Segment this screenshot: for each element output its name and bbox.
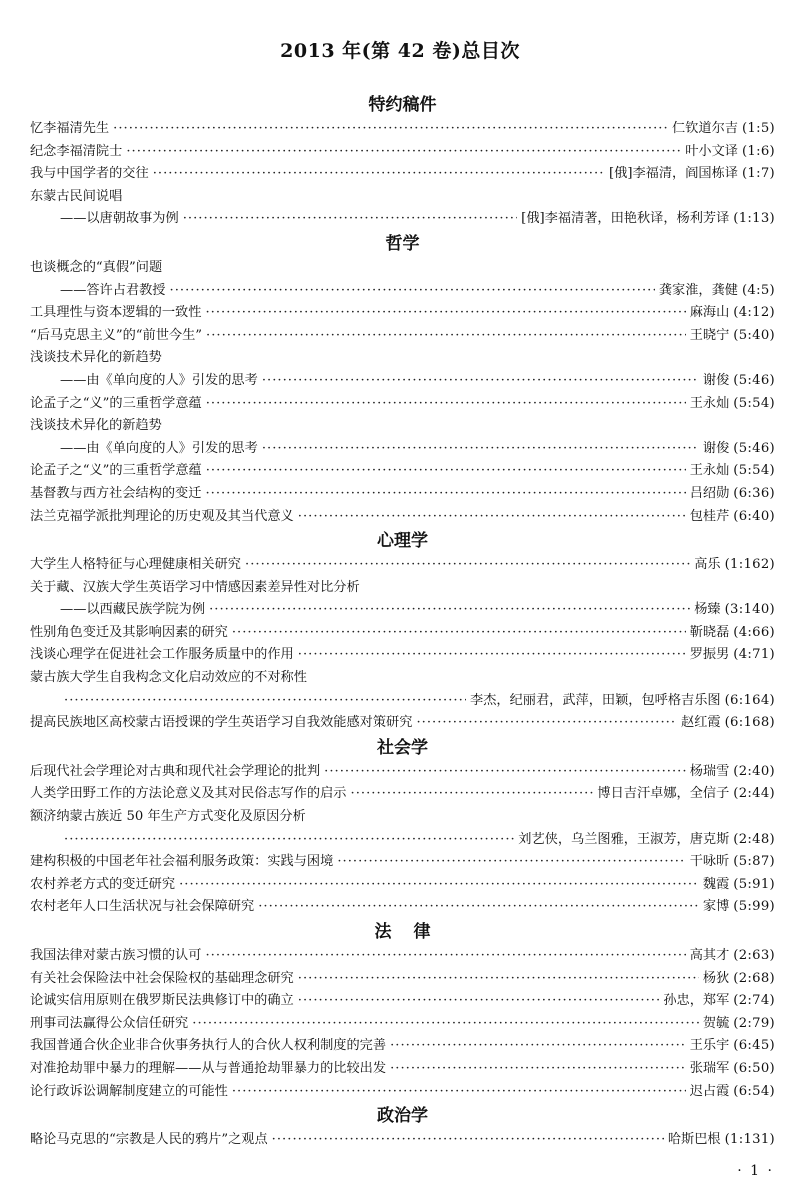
entry-title: 东蒙古民间说唱 xyxy=(30,188,123,204)
entry-issue-page: (1:162) xyxy=(724,557,775,573)
entry-issue-page: (2:48) xyxy=(733,831,775,847)
entry-author: 王晓宁 xyxy=(689,327,730,343)
entry-issue-page: (5:46) xyxy=(733,440,775,456)
toc-entry xyxy=(30,141,775,164)
toc-subtitle-row xyxy=(30,370,775,393)
entry-issue-page: (1:6) xyxy=(741,143,775,159)
toc-entry xyxy=(30,1058,775,1081)
dot-leader xyxy=(232,1081,686,1104)
toc-entry xyxy=(30,1129,775,1152)
section-heading: 社会学 xyxy=(377,737,428,758)
entry-title: ——以西藏民族学院为例 xyxy=(60,602,206,618)
entry-issue-page: (4:5) xyxy=(741,282,775,298)
entry-author: 叶小文译 xyxy=(685,143,738,159)
section-heading: 政治学 xyxy=(377,1106,428,1127)
dot-leader xyxy=(272,1129,664,1152)
dot-leader xyxy=(390,1058,686,1081)
entry-title: 建构积极的中国老年社会福利服务政策：实践与困境 xyxy=(30,854,334,870)
dot-leader xyxy=(298,644,686,667)
entry-author: 干咏昕 xyxy=(689,854,730,870)
toc-entry xyxy=(30,874,775,897)
toc-entry xyxy=(30,302,775,325)
entry-author: 高其才 xyxy=(689,948,730,963)
dot-leader xyxy=(337,851,685,874)
document-title: 2013 年(第 42 卷)总目次 xyxy=(280,40,520,62)
toc-entry xyxy=(30,163,775,186)
toc-entry xyxy=(30,806,775,829)
toc-entry xyxy=(30,622,775,645)
entry-author: 李杰，纪丽君，武萍，田颖，包呼格吉乐图 xyxy=(470,692,721,708)
entry-title: 法兰克福学派批判理论的历史观及其当代意义 xyxy=(30,508,294,524)
dot-leader xyxy=(262,438,699,461)
toc-entry xyxy=(30,325,775,348)
entry-author: 迟占霞 xyxy=(689,1083,730,1099)
entry-author: 谢俊 xyxy=(702,372,730,388)
dot-leader xyxy=(206,460,686,483)
entry-author: [俄]李福清著，田艳秋译，杨利芳译 xyxy=(521,211,730,227)
entry-issue-page: (6:54) xyxy=(733,1083,775,1099)
entry-author: 哈斯巴根 xyxy=(667,1132,721,1148)
entry-title: 也谈概念的“真假”问题 xyxy=(30,259,163,275)
entry-author: 罗振男 xyxy=(689,647,730,663)
toc-subtitle-row xyxy=(30,599,775,622)
dot-leader xyxy=(170,280,655,303)
entry-issue-page: (6:50) xyxy=(733,1060,775,1076)
entry-title: 有关社会保险法中社会保险权的基础理念研究 xyxy=(30,970,294,986)
entry-issue-page: (5:99) xyxy=(733,899,775,915)
entry-title: 论孟子之“义”的三重哲学意蕴 xyxy=(30,463,202,479)
entry-title: 浅谈技术异化的新趋势 xyxy=(30,418,162,434)
dot-leader xyxy=(324,761,686,784)
entry-issue-page: (5:40) xyxy=(733,327,775,343)
entry-issue-page: (6:168) xyxy=(724,715,775,731)
entry-author: 贺毓 xyxy=(702,1015,730,1031)
entry-issue-page: (1:7) xyxy=(741,166,775,182)
entry-issue-page: (2:63) xyxy=(733,948,775,963)
entry-author: 杨狄 xyxy=(702,970,730,986)
entry-title: ——由《单向度的人》引发的思考 xyxy=(60,372,258,388)
toc-entry xyxy=(30,460,775,483)
dot-leader xyxy=(262,370,699,393)
entry-author: 孙忠，郑军 xyxy=(663,993,730,1009)
entry-title: 额济纳蒙古族近 50 年生产方式变化及原因分析 xyxy=(30,809,306,825)
entry-title: 刑事司法赢得公众信任研究 xyxy=(30,1015,189,1031)
entry-title: 性别角色变迁及其影响因素的研究 xyxy=(30,624,228,640)
entry-title: 论孟子之“义”的三重哲学意蕴 xyxy=(30,395,202,411)
toc-subtitle-row xyxy=(30,280,775,303)
dot-leader xyxy=(206,325,686,348)
entry-title: 浅谈心理学在促进社会工作服务质量中的作用 xyxy=(30,647,294,663)
entry-title: 提高民族地区高校蒙古语授课的学生英语学习自我效能感对策研究 xyxy=(30,715,413,731)
entry-issue-page: (4:71) xyxy=(733,647,775,663)
section-heading: 心理学 xyxy=(377,531,428,552)
entry-issue-page: (5:87) xyxy=(733,854,775,870)
entry-issue-page: (5:54) xyxy=(733,395,775,411)
dot-leader xyxy=(298,506,686,529)
dot-leader xyxy=(205,483,685,506)
entry-title: 我与中国学者的交往 xyxy=(30,166,149,182)
toc-entry xyxy=(30,483,775,506)
toc-entry xyxy=(30,257,775,280)
dot-leader xyxy=(298,990,660,1013)
entry-title: 农村养老方式的变迁研究 xyxy=(30,876,176,892)
toc-subtitle-row xyxy=(30,438,775,461)
entry-author: [俄]李福清，阎国栋译 xyxy=(609,166,738,182)
entry-title: 浅谈技术异化的新趋势 xyxy=(30,350,162,366)
entry-author: 家博 xyxy=(702,899,730,915)
entry-issue-page: (6:164) xyxy=(724,692,775,708)
entry-title: 纪念李福清院士 xyxy=(30,143,123,159)
entry-title: 农村老年人口生活状况与社会保障研究 xyxy=(30,899,255,915)
toc-entry xyxy=(30,415,775,438)
toc-entry xyxy=(30,1081,775,1104)
dot-leader xyxy=(183,208,517,231)
entry-author: 赵红霞 xyxy=(681,715,721,731)
entry-title: 关于藏、汉族大学生英语学习中情感因素差异性对比分析 xyxy=(30,579,360,595)
toc-entry xyxy=(30,761,775,784)
dot-leader xyxy=(351,783,594,806)
entry-title: 后现代社会学理论对古典和现代社会学理论的批判 xyxy=(30,763,321,779)
entry-issue-page: (4:12) xyxy=(733,305,775,321)
toc-subtitle-row xyxy=(30,829,775,852)
entry-title: ——由《单向度的人》引发的思考 xyxy=(60,440,258,456)
entry-issue-page: (5:54) xyxy=(733,463,775,479)
dot-leader xyxy=(64,690,466,713)
entry-author: 吕绍勋 xyxy=(689,485,730,501)
dot-leader xyxy=(206,393,686,416)
toc-entry xyxy=(30,393,775,416)
dot-leader xyxy=(113,118,668,141)
toc-subtitle-row xyxy=(30,690,775,713)
entry-title: 略论马克思的“宗教是人民的鸦片”之观点 xyxy=(30,1132,268,1148)
toc-entry xyxy=(30,851,775,874)
entry-issue-page: (2:40) xyxy=(733,763,775,779)
toc-entry xyxy=(30,945,775,968)
entry-issue-page: (6:36) xyxy=(733,485,775,501)
entry-title: 蒙古族大学生自我构念文化启动效应的不对称性 xyxy=(30,670,307,686)
entry-author: 靳晓磊 xyxy=(689,624,730,640)
entry-title: 论行政诉讼调解制度建立的可能性 xyxy=(30,1083,228,1099)
toc-entry xyxy=(30,644,775,667)
dot-leader xyxy=(153,163,605,186)
entry-issue-page: (1:131) xyxy=(724,1132,775,1148)
dot-leader xyxy=(245,554,690,577)
dot-leader xyxy=(390,1035,686,1058)
toc-entry xyxy=(30,577,775,600)
toc-entry xyxy=(30,554,775,577)
toc-entry xyxy=(30,347,775,370)
entry-title: ——答许占君教授 xyxy=(60,282,166,298)
dot-leader xyxy=(416,712,677,735)
toc-entry xyxy=(30,667,775,690)
entry-author: 博日吉汗卓娜，全信子 xyxy=(597,786,730,802)
entry-author: 王永灿 xyxy=(689,395,730,411)
entry-title: 大学生人格特征与心理健康相关研究 xyxy=(30,557,241,573)
entry-issue-page: (3:140) xyxy=(724,602,775,618)
entry-issue-page: (2:79) xyxy=(733,1015,775,1031)
entry-issue-page: (1:5) xyxy=(741,121,775,136)
dot-leader xyxy=(192,1013,699,1036)
entry-author: 王乐宇 xyxy=(689,1038,730,1054)
entry-issue-page: (1:13) xyxy=(733,211,775,227)
toc-entry xyxy=(30,1013,775,1036)
section-heading: 特约稿件 xyxy=(368,95,437,115)
entry-author: 包桂芹 xyxy=(689,508,730,524)
entry-title: 我国普通合伙企业非合伙事务执行人的合伙人权利制度的完善 xyxy=(30,1038,387,1054)
entry-author: 龚家淮，龚健 xyxy=(658,282,738,298)
entry-title: ——以唐朝故事为例 xyxy=(60,211,179,227)
entry-author: 王永灿 xyxy=(689,463,730,479)
toc-entry xyxy=(30,186,775,209)
toc-entry xyxy=(30,968,775,991)
entry-title: 人类学田野工作的方法论意义及其对民俗志写作的启示 xyxy=(30,786,347,802)
entry-issue-page: (6:45) xyxy=(733,1038,775,1054)
dot-leader xyxy=(205,302,685,325)
toc-entry xyxy=(30,118,775,141)
entry-author: 杨瑞雪 xyxy=(689,763,730,779)
toc-entry xyxy=(30,783,775,806)
section-heading: 法律 xyxy=(374,922,453,942)
toc-entry xyxy=(30,990,775,1013)
section-heading: 哲学 xyxy=(385,233,420,254)
dot-leader xyxy=(179,874,699,897)
toc-entry xyxy=(30,896,775,919)
entry-title: 我国法律对蒙古族习惯的认可 xyxy=(30,948,202,963)
dot-leader xyxy=(232,622,686,645)
toc-entry xyxy=(30,506,775,529)
entry-issue-page: (5:91) xyxy=(733,876,775,892)
dot-leader xyxy=(126,141,681,164)
entry-title: 忆李福清先生 xyxy=(30,121,110,136)
entry-issue-page: (2:68) xyxy=(733,970,775,986)
toc-subtitle-row xyxy=(30,208,775,231)
table-of-contents xyxy=(30,92,775,1152)
entry-author: 魏霞 xyxy=(702,876,730,892)
entry-issue-page: (2:44) xyxy=(733,786,775,802)
entry-author: 高乐 xyxy=(694,557,721,573)
entry-author: 张瑞军 xyxy=(689,1060,730,1076)
entry-title: 基督教与西方社会结构的变迁 xyxy=(30,485,202,501)
entry-author: 杨臻 xyxy=(694,602,721,618)
dot-leader xyxy=(64,829,514,852)
entry-author: 麻海山 xyxy=(689,305,730,321)
entry-author: 刘艺侠，乌兰图雅，王淑芳，唐克斯 xyxy=(518,831,730,847)
entry-author: 仁钦道尔吉 xyxy=(672,121,738,136)
entry-title: 工具理性与资本逻辑的一致性 xyxy=(30,305,202,321)
page-number: · 1 · xyxy=(737,1163,774,1179)
dot-leader xyxy=(298,968,699,991)
entry-title: 论诚实信用原则在俄罗斯民法典修订中的确立 xyxy=(30,993,294,1009)
entry-title: “后马克思主义”的“前世今生” xyxy=(30,327,203,343)
toc-entry xyxy=(30,1035,775,1058)
entry-title: 对准抢劫罪中暴力的理解——从与普通抢劫罪暴力的比较出发 xyxy=(30,1060,387,1076)
entry-issue-page: (5:46) xyxy=(733,372,775,388)
dot-leader xyxy=(258,896,699,919)
toc-entry xyxy=(30,712,775,735)
entry-issue-page: (6:40) xyxy=(733,508,775,524)
entry-issue-page: (4:66) xyxy=(733,624,775,640)
dot-leader xyxy=(209,599,690,622)
entry-author: 谢俊 xyxy=(702,440,730,456)
entry-issue-page: (2:74) xyxy=(733,993,775,1009)
dot-leader xyxy=(205,945,685,968)
